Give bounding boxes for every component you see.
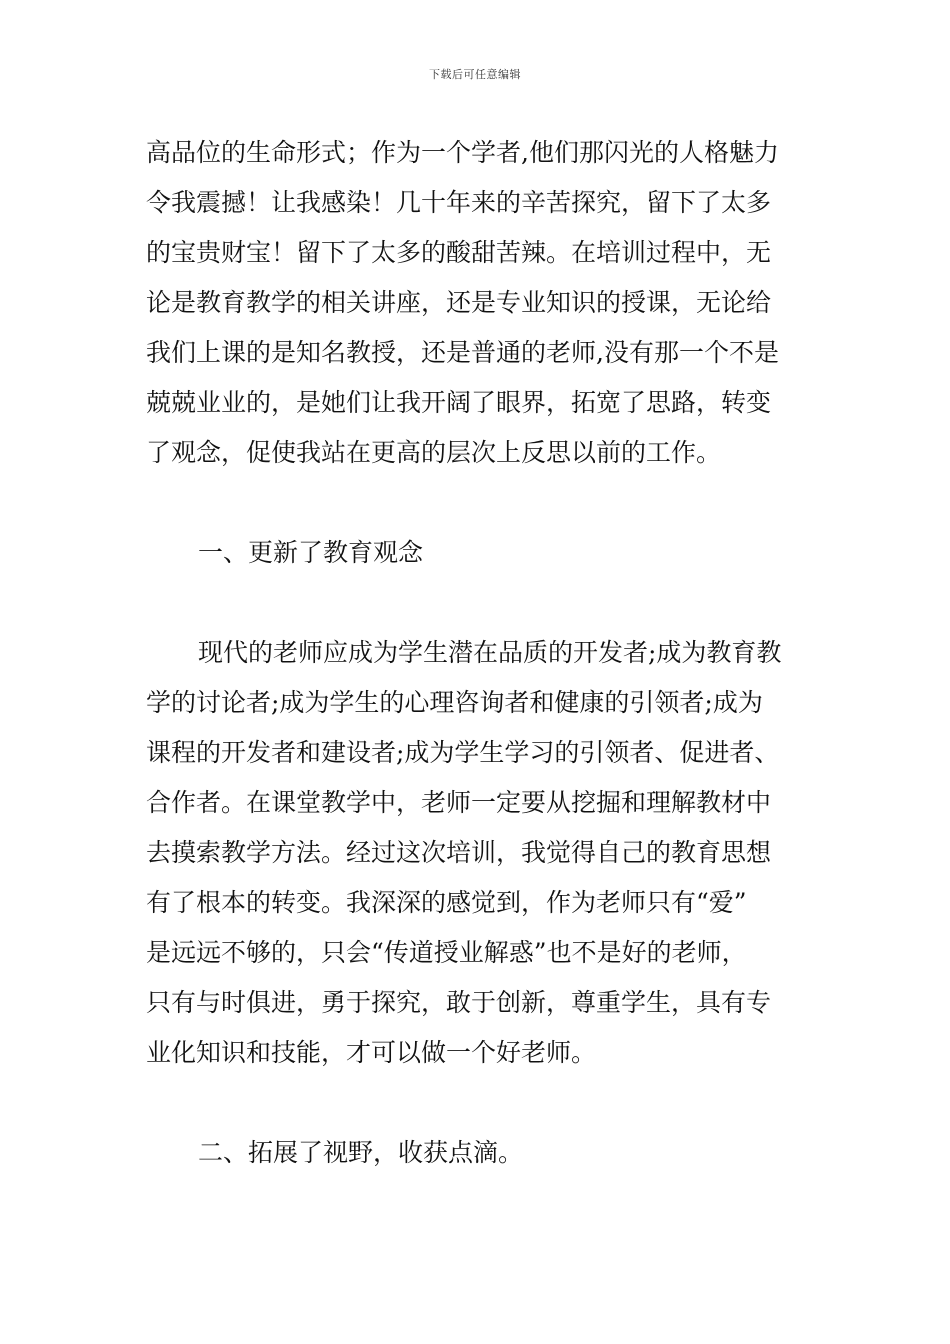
paragraph-line: 的宝贵财宝！留下了太多的酸甜苦辣。在培训过程中，无 <box>146 238 772 267</box>
paragraph-line: 令我震撼！让我感染！几十年来的辛苦探究，留下了太多 <box>146 188 772 217</box>
page-header-note: 下载后可任意编辑 <box>429 68 521 81</box>
paragraph-line: 兢兢业业的，是她们让我开阔了眼界，拓宽了思路，转变 <box>146 388 772 417</box>
section-heading-two: 二、拓展了视野，收获点滴。 <box>198 1138 524 1167</box>
paragraph-line: 有了根本的转变。我深深的感觉到，作为老师只有“爱” <box>146 888 747 917</box>
paragraph-line: 课程的开发者和建设者;成为学生学习的引领者、促进者、 <box>146 738 780 767</box>
paragraph-line: 我们上课的是知名教授，还是普通的老师,没有那一个不是 <box>146 338 779 367</box>
document-body <box>146 128 808 1178</box>
paragraph-line: 高品位的生命形式；作为一个学者,他们那闪光的人格魅力 <box>146 138 779 167</box>
paragraph-line: 学的讨论者;成为学生的心理咨询者和健康的引领者;成为 <box>146 688 763 717</box>
paragraph-spacer <box>146 1078 808 1128</box>
paragraph-spacer <box>146 478 808 528</box>
paragraph-line: 只有与时俱进，勇于探究，敢于创新，尊重学生，具有专 <box>146 988 772 1017</box>
paragraph-line: 去摸索教学方法。经过这次培训，我觉得自己的教育思想 <box>146 838 772 867</box>
paragraph-line: 现代的老师应成为学生潜在品质的开发者;成为教育教 <box>198 638 782 667</box>
paragraph-line: 合作者。在课堂教学中，老师一定要从挖掘和理解教材中 <box>146 788 772 817</box>
paragraph-line: 论是教育教学的相关讲座，还是专业知识的授课，无论给 <box>146 288 772 317</box>
paragraph-spacer <box>146 578 808 628</box>
paragraph-line: 业化知识和技能，才可以做一个好老师。 <box>146 1038 597 1067</box>
paragraph-line: 是远远不够的，只会“传道授业解惑”也不是好的老师， <box>146 938 747 967</box>
intro-paragraph <box>146 128 808 478</box>
paragraph-line: 了观念，促使我站在更高的层次上反思以前的工作。 <box>146 438 722 467</box>
section-one-paragraph <box>146 628 808 1078</box>
section-heading-one: 一、更新了教育观念 <box>198 538 424 567</box>
